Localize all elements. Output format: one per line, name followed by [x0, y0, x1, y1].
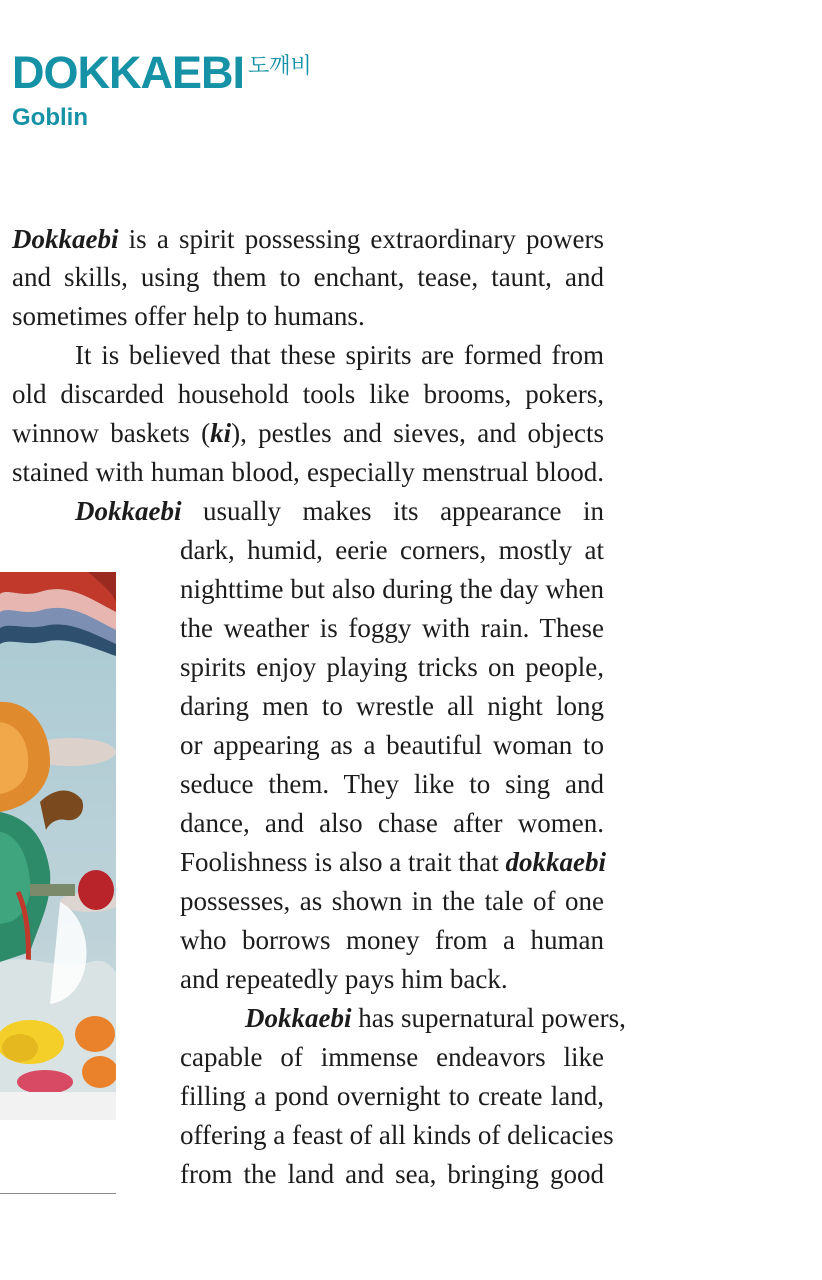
text-line: Dokkaebi is a spirit possessing extraordinary powers: [12, 224, 604, 254]
term-ki: ki: [210, 418, 232, 448]
text-line: the weather is foggy with rain. These: [180, 613, 604, 643]
text-line: filling a pond overnight to create land,: [180, 1081, 604, 1111]
page-subtitle: Goblin: [12, 104, 88, 131]
text-line: dark, humid, eerie corners, mostly at: [180, 535, 604, 565]
term-dokkaebi: dokkaebi: [505, 847, 606, 877]
text-line: sometimes offer help to humans.: [12, 301, 365, 331]
text-line: and skills, using them to enchant, tease, taunt, and: [12, 262, 604, 292]
dokkaebi-painting: [0, 572, 116, 1120]
text-line: Dokkaebi usually makes its appearance in: [75, 496, 604, 526]
text-line: possesses, as shown in the tale of one: [180, 886, 604, 916]
text-line: capable of immense endeavors like: [180, 1042, 604, 1072]
caption-divider: [0, 1193, 116, 1194]
text-line: dance, and also chase after women.: [180, 808, 604, 838]
text-line: Foolishness is also a trait that dokkaebi: [180, 847, 606, 877]
text-line: and repeatedly pays him back.: [180, 964, 508, 994]
korean-title: 도깨비: [248, 54, 312, 79]
text-line: old discarded household tools like brooms, pokers,: [12, 379, 604, 409]
text-line: winnow baskets (ki), pestles and sieves, and objects: [12, 418, 604, 448]
term-dokkaebi: Dokkaebi: [245, 1003, 352, 1033]
text-line: offering a feast of all kinds of delicacies: [180, 1120, 614, 1150]
text-line: who borrows money from a human: [180, 925, 604, 955]
page-title: DOKKAEBI: [12, 47, 245, 98]
term-dokkaebi: Dokkaebi: [75, 496, 182, 526]
text-line: stained with human blood, especially menstrual blood.: [12, 457, 604, 487]
text-line: It is believed that these spirits are formed from: [75, 340, 604, 370]
text-line: seduce them. They like to sing and: [180, 769, 604, 799]
text-line: from the land and sea, bringing good: [180, 1159, 604, 1189]
text-line: spirits enjoy playing tricks on people,: [180, 652, 604, 682]
text-line: or appearing as a beautiful woman to: [180, 730, 604, 760]
term-dokkaebi: Dokkaebi: [12, 224, 119, 254]
text-line: Dokkaebi has supernatural powers,: [245, 1003, 626, 1033]
text-line: nighttime but also during the day when: [180, 574, 604, 604]
text-line: daring men to wrestle all night long: [180, 691, 604, 721]
